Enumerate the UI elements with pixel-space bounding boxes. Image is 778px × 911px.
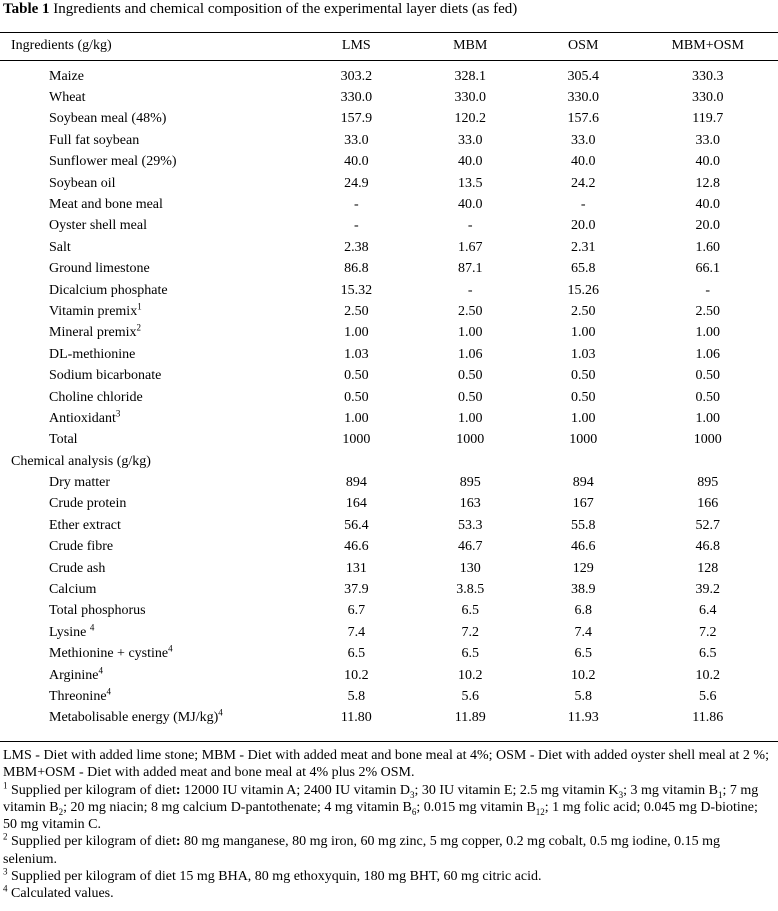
cell-value: - <box>705 282 711 298</box>
cell-value: 330.0 <box>691 90 724 106</box>
cell-value: 15.26 <box>567 282 599 298</box>
footnote-4: $^4$ Calculated values. <box>3 883 114 902</box>
table-number: Table 1 <box>3 1 50 17</box>
top-rule <box>0 32 778 33</box>
cell-value: 53.3 <box>457 517 483 533</box>
cell-value: 1.60 <box>695 239 720 255</box>
cell-value: 1000 <box>456 432 485 448</box>
table-row <box>0 601 778 622</box>
cell-value: 5.8 <box>347 688 366 704</box>
cell-value: 328.1 <box>454 68 486 84</box>
cell-value: 55.8 <box>570 517 596 533</box>
footnotes <box>3 747 775 903</box>
row-label: Vitamin premix$^1$ <box>49 301 142 319</box>
cell-value: 40.0 <box>457 154 483 170</box>
cell-value: 0.50 <box>570 389 596 405</box>
cell-value: 33.0 <box>457 132 483 148</box>
table-caption <box>3 1 517 18</box>
cell-value: 7.4 <box>574 624 592 640</box>
header-mbm: MBM <box>453 37 488 53</box>
cell-value: 119.7 <box>692 111 724 127</box>
header-ingredients: Ingredients (g/kg) <box>11 37 112 53</box>
header-row <box>0 36 778 56</box>
cell-value: 303.2 <box>340 68 373 84</box>
table-row <box>0 558 778 579</box>
section-title: Chemical analysis (g/kg) <box>11 453 151 469</box>
footnote-3: $^3$ Supplied per kilogram of diet 15 mg BHA, 80 mg ethoxyquin, 180 mg BHT, 60 mg citric acid. <box>3 866 542 885</box>
cell-value: 167 <box>572 496 594 512</box>
table-row <box>0 301 778 322</box>
cell-value: 10.2 <box>457 667 483 683</box>
cell-value: 5.6 <box>698 688 717 704</box>
header-lms: LMS <box>341 37 371 53</box>
table-row <box>0 194 778 215</box>
cell-value: 6.5 <box>461 603 479 619</box>
table-row <box>0 387 778 408</box>
table-row <box>0 344 778 365</box>
cell-value: 1.00 <box>695 325 720 341</box>
cell-value: 13.5 <box>457 175 483 191</box>
row-label: Calcium <box>49 582 97 598</box>
row-label: Salt <box>49 239 71 255</box>
header-osm: OSM <box>568 37 599 53</box>
cell-value: 86.8 <box>344 261 369 277</box>
section-row <box>0 451 778 472</box>
table-row <box>0 686 778 707</box>
table-row <box>0 323 778 344</box>
cell-value: 128 <box>697 560 719 576</box>
row-label: Choline chloride <box>49 389 143 405</box>
cell-value: 1.03 <box>344 346 369 362</box>
cell-value: 46.6 <box>570 539 596 555</box>
cell-value: 38.9 <box>570 582 596 598</box>
cell-value: 87.1 <box>457 261 483 277</box>
table-row <box>0 130 778 151</box>
cell-value: 6.5 <box>461 646 479 662</box>
table-row <box>0 216 778 237</box>
table-row <box>0 579 778 600</box>
cell-value: 24.2 <box>570 175 596 191</box>
cell-value: 40.0 <box>695 196 720 212</box>
cell-value: 330.0 <box>340 90 373 106</box>
row-label: Dry matter <box>49 475 111 491</box>
cell-value: 6.5 <box>347 646 366 662</box>
cell-value: 7.2 <box>461 624 479 640</box>
cell-value: - <box>467 218 473 234</box>
cell-value: 46.7 <box>457 539 483 555</box>
row-label: Metabolisable energy $(MJ/kg)^4$ <box>49 707 223 726</box>
table-title: Ingredients and chemical composition of the experimental layer diets (as fed) <box>49 1 518 17</box>
cell-value: 20.0 <box>695 218 720 234</box>
cell-value: 163 <box>459 496 481 512</box>
table-row <box>0 66 778 87</box>
cell-value: 0.50 <box>344 368 369 384</box>
row-label: Crude fibre <box>49 539 114 555</box>
cell-value: 2.50 <box>344 303 369 319</box>
cell-value: 40.0 <box>457 196 483 212</box>
cell-value: 330.0 <box>454 90 486 106</box>
cell-value: 10.2 <box>695 667 720 683</box>
cell-value: 12.8 <box>695 175 720 191</box>
cell-value: 39.2 <box>695 582 720 598</box>
table-row <box>0 173 778 194</box>
cell-value: 1.00 <box>344 325 369 341</box>
cell-value: 11.93 <box>567 710 599 726</box>
table-row <box>0 365 778 386</box>
cell-value: 56.4 <box>344 517 369 533</box>
cell-value: 1.03 <box>570 346 596 362</box>
cell-value: 11.86 <box>692 710 724 726</box>
cell-value: 46.6 <box>344 539 369 555</box>
cell-value: 33.0 <box>570 132 596 148</box>
cell-value: 33.0 <box>695 132 720 148</box>
cell-value: 3.8.5 <box>456 582 485 598</box>
row-label: Mineral premix$^2$ <box>49 322 141 341</box>
cell-value: 157.6 <box>567 111 599 127</box>
row-label: Maize <box>49 68 84 84</box>
row-label: Dicalcium phosphate <box>49 282 168 298</box>
cell-value: 40.0 <box>695 154 720 170</box>
cell-value: 0.50 <box>570 368 596 384</box>
cell-value: 6.8 <box>574 603 592 619</box>
cell-value: 5.8 <box>574 688 592 704</box>
footnote-1: $^1$ Supplied per kilogram of diet: 12000 IU vitamin A; 2400 IU vitamin $D_3$; 30 IU vitamin E; 2.5 mg vitamin $K_3$; 3 mg vitamin $B_1$; 7 mg vitamin $B_2$; 20 mg niacin; 8 mg calcium D-pantothenate; 4 mg vitamin $B_6$; 0.015 mg vitamin $B_{12}$; 1 mg folic acid; 0.045 mg D-biotine; 50 mg vitamin C. <box>3 779 759 833</box>
cell-value: 65.8 <box>570 261 596 277</box>
cell-value: 24.9 <box>344 175 369 191</box>
row-label: Arginine$^4$ <box>49 664 104 683</box>
row-label: Lysine $^4$ <box>49 622 95 640</box>
table-row <box>0 408 778 429</box>
cell-value: 1.00 <box>457 410 483 426</box>
cell-value: 1.00 <box>344 410 369 426</box>
cell-value: 40.0 <box>344 154 369 170</box>
cell-value: 1000 <box>569 432 598 448</box>
row-label: DL-methionine <box>49 346 136 362</box>
table-row <box>0 708 778 729</box>
cell-value: - <box>467 282 473 298</box>
row-label: Crude protein <box>49 496 127 512</box>
row-label: Total <box>49 432 78 448</box>
table-row <box>0 644 778 665</box>
bottom-rule <box>0 741 778 742</box>
header-mbm-osm: MBM+OSM <box>671 37 744 53</box>
cell-value: 66.1 <box>695 261 720 277</box>
cell-value: 157.9 <box>340 111 373 127</box>
cell-value: 10.2 <box>570 667 596 683</box>
cell-value: 895 <box>697 475 719 491</box>
cell-value: 894 <box>345 475 367 491</box>
cell-value: 2.50 <box>695 303 720 319</box>
row-label: Antioxidant$^3$ <box>49 408 121 426</box>
cell-value: 6.5 <box>574 646 592 662</box>
table-row <box>0 537 778 558</box>
spacer-row <box>0 56 778 66</box>
cell-value: 7.2 <box>698 624 717 640</box>
cell-value: 305.4 <box>567 68 599 84</box>
cell-value: 895 <box>459 475 481 491</box>
cell-value: 0.50 <box>457 389 483 405</box>
cell-value: 46.8 <box>695 539 720 555</box>
cell-value: 166 <box>697 496 719 512</box>
table-row <box>0 515 778 536</box>
cell-value: 5.6 <box>461 688 479 704</box>
cell-value: 330.3 <box>691 68 724 84</box>
cell-value: 130 <box>459 560 481 576</box>
cell-value: - <box>580 196 586 212</box>
cell-value: 0.50 <box>457 368 483 384</box>
cell-value: 33.0 <box>344 132 369 148</box>
row-label: Wheat <box>49 90 86 106</box>
cell-value: 20.0 <box>570 218 596 234</box>
cell-value: 129 <box>572 560 594 576</box>
row-label: Meat and bone meal <box>49 196 163 212</box>
row-label: Total phosphorus <box>49 603 146 619</box>
cell-value: 330.0 <box>567 90 599 106</box>
cell-value: 2.50 <box>570 303 596 319</box>
row-label: Methionine + cystine$^4$ <box>49 643 173 662</box>
cell-value: 1.00 <box>457 325 483 341</box>
table-row <box>0 494 778 515</box>
table-row <box>0 622 778 643</box>
row-label: Sunflower meal (29%) <box>49 154 177 170</box>
cell-value: 11.89 <box>454 710 486 726</box>
cell-value: 2.50 <box>457 303 483 319</box>
cell-value: 1000 <box>342 432 371 448</box>
row-label: Ether extract <box>49 517 121 533</box>
cell-value: 2.38 <box>344 239 369 255</box>
table-row <box>0 280 778 301</box>
cell-value: 1.00 <box>570 410 596 426</box>
footnote-2: $^2$ Supplied per kilogram of diet: 80 mg manganese, 80 mg iron, 60 mg zinc, 5 mg copper, 0.2 mg cobalt, 0.5 mg iodine, 0.15 mg selenium. <box>3 831 721 867</box>
cell-value: 0.50 <box>695 368 720 384</box>
cell-value: 10.2 <box>344 667 369 683</box>
table-row <box>0 87 778 108</box>
table-row <box>0 472 778 493</box>
cell-value: 0.50 <box>695 389 720 405</box>
cell-value: 164 <box>345 496 367 512</box>
cell-value: - <box>353 196 359 212</box>
cell-value: 1.06 <box>457 346 483 362</box>
row-label: Sodium bicarbonate <box>49 368 162 384</box>
row-label: Crude ash <box>49 560 106 576</box>
cell-value: 1.00 <box>695 410 720 426</box>
cell-value: 40.0 <box>570 154 596 170</box>
table-row <box>0 430 778 451</box>
row-label: Threonine$^4$ <box>49 686 112 704</box>
table-row <box>0 259 778 280</box>
cell-value: 1.00 <box>570 325 596 341</box>
cell-value: 1.06 <box>695 346 720 362</box>
footnote-abbreviations: LMS - Diet with added lime stone; MBM - Diet with added meat and bone meal at 4%; OSM - Diet with added oyster shell meal at 2 %; MBM+OSM - Diet with added meat and bone meal at 4% plus 2% OSM. <box>3 748 769 781</box>
row-label: Full fat soybean <box>49 132 140 148</box>
cell-value: 2.31 <box>570 239 596 255</box>
cell-value: 6.5 <box>698 646 717 662</box>
row-label: Oyster shell meal <box>49 218 147 234</box>
table-row <box>0 152 778 173</box>
cell-value: 11.80 <box>340 710 372 726</box>
cell-value: - <box>353 218 359 234</box>
cell-value: 37.9 <box>344 582 369 598</box>
table-row <box>0 237 778 258</box>
cell-value: 7.4 <box>347 624 366 640</box>
row-label: Soybean meal (48%) <box>49 111 167 127</box>
cell-value: 6.4 <box>698 603 717 619</box>
cell-value: 120.2 <box>454 111 486 127</box>
cell-value: 131 <box>345 560 367 576</box>
cell-value: 894 <box>572 475 594 491</box>
cell-value: 52.7 <box>695 517 720 533</box>
cell-value: 6.7 <box>347 603 366 619</box>
row-label: Ground limestone <box>49 261 150 277</box>
composition-table <box>0 36 778 729</box>
row-label: Soybean oil <box>49 175 116 191</box>
cell-value: 0.50 <box>344 389 369 405</box>
cell-value: 1000 <box>693 432 722 448</box>
table-row <box>0 665 778 686</box>
cell-value: 15.32 <box>340 282 373 298</box>
table-row <box>0 109 778 130</box>
cell-value: 1.67 <box>457 239 483 255</box>
